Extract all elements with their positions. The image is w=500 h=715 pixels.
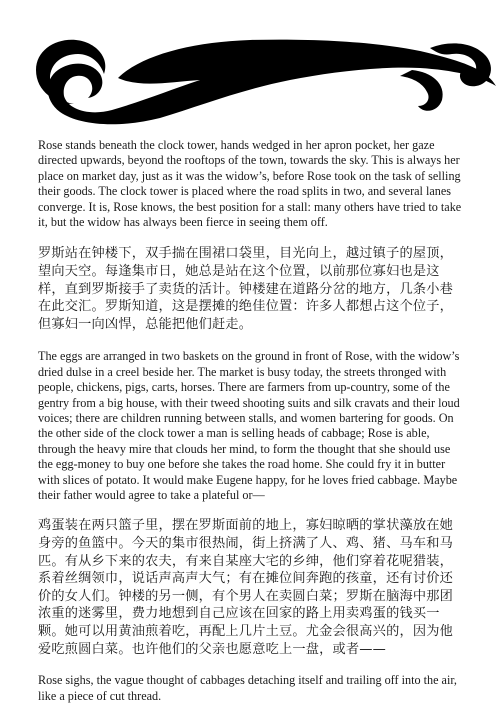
paragraph-1-english: Rose stands beneath the clock tower, hands wedged in her apron pocket, her gaze directed upwards, beyond the rooftops of the town, towards the sky. This is always her place on market day, just as it was the widow’s, before Rose took on the task of selling their goods. The clock tower is placed where the road splits in two, and several lanes converge. It is, Rose knows, the best position for a stall: many others have tried to take it, but the widow has always been fierce in seeing them off. (38, 138, 462, 230)
scroll-flourish-icon (0, 0, 500, 135)
paragraph-2-chinese: 鸡蛋装在两只篮子里，摆在罗斯面前的地上，寡妇晾晒的掌状藻放在她身旁的鱼篮中。今天的集市很热闹，街上挤满了人、鸡、猪、马车和马匹。有从乡下来的农夫，有来自某座大宅的乡绅，他们穿着花呢猎装，系着丝绸领巾，说话声高声大气；有在摊位间奔跑的孩童，还有讨价还价的女人们。钟楼的另一侧，有个男人在卖圆白菜；罗斯在脑海中那团浓重的迷雾里，费力地想到自己应该在回家的路上用卖鸡蛋的钱买一颗。她可以用黄油煎着吃，再配上几片土豆。尤金会很高兴的，因为他爱吃煎圆白菜。也许他们的父亲也愿意吃上一盘，或者—— (38, 518, 454, 657)
document-body (38, 138, 462, 715)
paragraph-1-chinese: 罗斯站在钟楼下，双手揣在围裙口袋里，目光向上，越过镇子的屋顶，望向天空。每逢集市日，她总是站在这个位置，以前那位寡妇也是这样，直到罗斯接手了卖货的活计。钟楼建在道路分岔的地方，几条小巷在此交汇。罗斯知道，这是摆摊的绝佳位置：许多人都想占这个位子，但寡妇一向凶悍，总能把他们赶走。 (38, 246, 454, 332)
paragraph-3-english: Rose sighs, the vague thought of cabbages detaching itself and trailing off into the air, like a piece of cut thread. (38, 673, 457, 703)
paragraph-2-english: The eggs are arranged in two baskets on the ground in front of Rose, with the widow’s dried dulse in a creel beside her. The market is busy today, the streets thronged with people, chickens, pigs, carts, horses. There are farmers from up-country, some of the gentry from a big house, with their tweed shooting suits and silk cravats and their loud voices; there are children running between stalls, and women bartering for goods. On the other side of the clock tower a man is selling heads of cabbage; Rose is able, through the heavy mire that clouds her mind, to form the thought that she should use the egg-money to buy one before she takes the road home. She could fry it in butter with slices of potato. It would make Eugene happy, for he loves fried cabbage. Maybe their father would agree to take a plateful or— (38, 349, 460, 503)
